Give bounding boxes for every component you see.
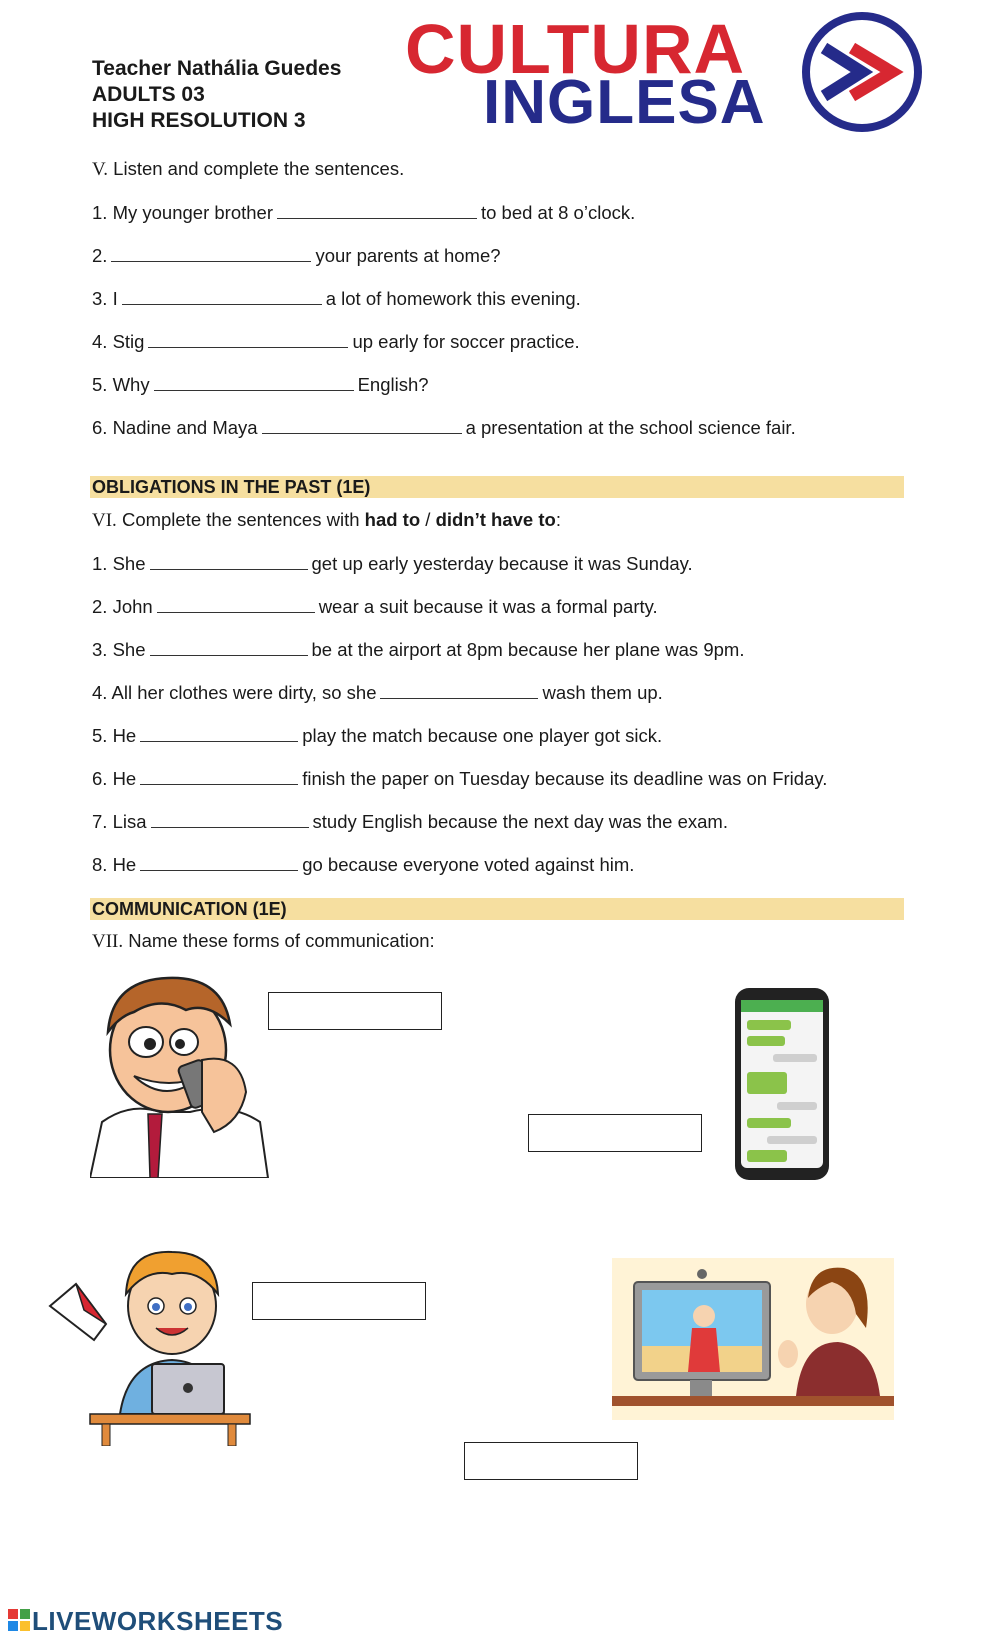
footer-brand xyxy=(8,1606,283,1636)
email-icon xyxy=(48,1244,258,1446)
section-vii-heading-bar xyxy=(90,898,904,920)
answer-blank[interactable] xyxy=(122,287,322,305)
sentence-v-1: 1. My younger brother to bed at 8 o’clock. xyxy=(92,202,636,223)
answer-blank[interactable] xyxy=(150,638,308,656)
answer-blank[interactable] xyxy=(140,724,298,742)
answer-blank[interactable] xyxy=(150,552,308,570)
answer-blank[interactable] xyxy=(148,330,348,348)
answer-box-1[interactable] xyxy=(268,992,442,1030)
answer-blank[interactable] xyxy=(151,810,309,828)
sentence-vi-2: 2. John wear a suit because it was a formal party. xyxy=(92,596,658,617)
logo-line1: CULTURA xyxy=(405,10,746,88)
sentence-vi-1: 1. She get up early yesterday because it was Sunday. xyxy=(92,553,693,574)
sentence-vi-3: 3. She be at the airport at 8pm because her plane was 9pm. xyxy=(92,639,745,660)
section-vi-heading: OBLIGATIONS IN THE PAST (1E) xyxy=(92,477,371,497)
section-v-instruction: V. Listen and complete the sentences. xyxy=(92,158,405,180)
footer-brand-text: LIVEWORKSHEETS xyxy=(32,1606,284,1636)
teacher-name: Teacher Nathália Guedes xyxy=(92,57,342,80)
sentence-vi-5: 5. He play the match because one player got sick. xyxy=(92,725,663,746)
logo-line2: INGLESA xyxy=(483,68,766,137)
phone-call-icon xyxy=(90,972,270,1178)
answer-box-2[interactable] xyxy=(528,1114,702,1152)
course-level: ADULTS 03 xyxy=(92,83,205,106)
book-title: HIGH RESOLUTION 3 xyxy=(92,109,306,132)
sentence-v-5: 5. Why English? xyxy=(92,374,429,395)
answer-blank[interactable] xyxy=(154,373,354,391)
answer-box-4[interactable] xyxy=(464,1442,638,1480)
sentence-v-3: 3. I a lot of homework this evening. xyxy=(92,288,581,309)
sentence-v-6: 6. Nadine and Maya a presentation at the school science fair. xyxy=(92,417,796,438)
answer-blank[interactable] xyxy=(140,767,298,785)
section-vi-heading-bar xyxy=(90,476,904,498)
video-call-icon xyxy=(612,1258,894,1420)
sentence-vi-8: 8. He go because everyone voted against him. xyxy=(92,854,635,875)
answer-blank[interactable] xyxy=(277,201,477,219)
section-vii-instruction: VII. Name these forms of communication: xyxy=(92,930,435,952)
answer-blank[interactable] xyxy=(380,681,538,699)
answer-blank[interactable] xyxy=(262,416,462,434)
answer-box-3[interactable] xyxy=(252,1282,426,1320)
answer-blank[interactable] xyxy=(157,595,315,613)
sentence-vi-6: 6. He finish the paper on Tuesday because its deadline was on Friday. xyxy=(92,768,828,789)
sentence-vi-7: 7. Lisa study English because the next day was the exam. xyxy=(92,811,728,832)
sentence-v-2: 2. your parents at home? xyxy=(92,245,501,266)
section-vii-heading: COMMUNICATION (1E) xyxy=(92,899,287,919)
sentence-v-4: 4. Stig up early for soccer practice. xyxy=(92,331,580,352)
sentence-vi-4: 4. All her clothes were dirty, so she wash them up. xyxy=(92,682,663,703)
section-vi-instruction: VI. Complete the sentences with had to / didn’t have to: xyxy=(92,509,561,531)
liveworksheets-logo-icon xyxy=(8,1609,32,1633)
answer-blank[interactable] xyxy=(111,244,311,262)
text-message-icon xyxy=(733,986,831,1182)
answer-blank[interactable] xyxy=(140,853,298,871)
double-chevron-circle-icon xyxy=(800,10,924,134)
worksheet-header xyxy=(92,56,341,134)
